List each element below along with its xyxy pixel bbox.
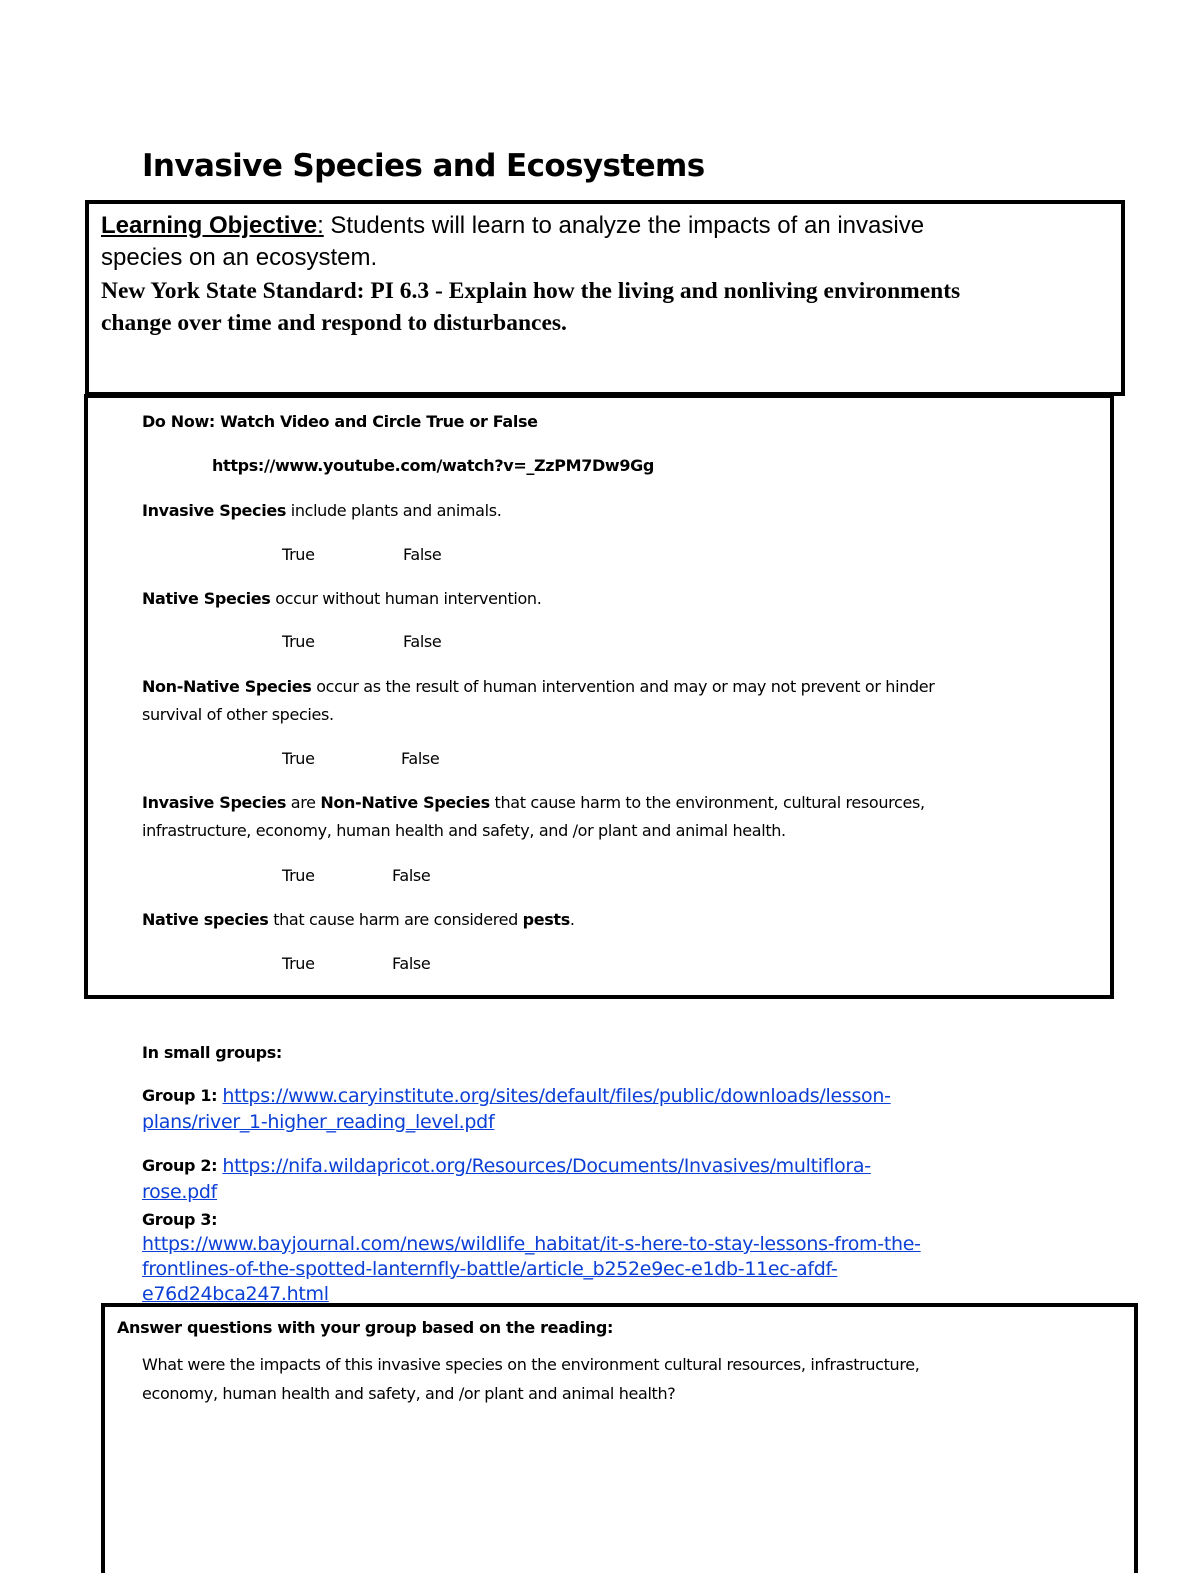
- answer-box[interactable]: [101, 1303, 1138, 1573]
- q5-true-option[interactable]: True: [282, 954, 315, 973]
- q1-true-option[interactable]: True: [282, 545, 315, 564]
- groups-heading: In small groups:: [142, 1043, 282, 1062]
- q4-true-option[interactable]: True: [282, 866, 315, 885]
- group-2-link[interactable]: https://nifa.wildapricot.org/Resources/Documents/Invasives/multiflora-: [222, 1155, 871, 1177]
- group-2-label: Group 2:: [142, 1156, 223, 1175]
- question-3-line-2: survival of other species.: [142, 705, 334, 724]
- group-1-link-line-2[interactable]: plans/river_1-higher_reading_level.pdf: [142, 1111, 495, 1133]
- objective-text-2: species on an ecosystem.: [101, 244, 378, 271]
- do-now-video-url[interactable]: https://www.youtube.com/watch?v=_ZzPM7Dw9Gg: [212, 456, 655, 475]
- q3-true-option[interactable]: True: [282, 749, 315, 768]
- answer-question-line-2: economy, human health and safety, and /or plant and animal health?: [142, 1384, 676, 1403]
- standard-line-1: New York State Standard: PI 6.3 - Explain how the living and nonliving environments: [101, 278, 961, 304]
- group-3-label: Group 3:: [142, 1210, 218, 1229]
- group-3-link-line-2[interactable]: frontlines-of-the-spotted-lanternfly-battle/article_b252e9ec-e1db-11ec-afdf-: [142, 1258, 838, 1280]
- group-3-link-line-3[interactable]: e76d24bca247.html: [142, 1283, 329, 1305]
- question-4-line-2: infrastructure, economy, human health and safety, and /or plant and animal health.: [142, 821, 786, 840]
- q2-true-option[interactable]: True: [282, 632, 315, 651]
- objective-text-1: Students will learn to analyze the impacts of an invasive: [323, 212, 925, 239]
- objective-line-1: [101, 212, 924, 240]
- answer-heading: Answer questions with your group based on the reading:: [117, 1318, 613, 1337]
- question-1: Invasive Species include plants and animals.: [142, 501, 502, 520]
- group-2-link-line-2[interactable]: rose.pdf: [142, 1181, 218, 1203]
- group-1-row: [142, 1085, 891, 1107]
- do-now-box: [84, 394, 1114, 999]
- question-5: Native species that cause harm are considered pests.: [142, 910, 575, 929]
- objective-label: Learning Objective: [101, 212, 318, 239]
- q5-false-option[interactable]: False: [392, 954, 431, 973]
- q1-false-option[interactable]: False: [403, 545, 442, 564]
- question-3: Non-Native Species occur as the result of human intervention and may or may not prevent or hinder: [142, 677, 935, 696]
- q3-false-option[interactable]: False: [401, 749, 440, 768]
- group-2-row: [142, 1155, 871, 1177]
- q4-false-option[interactable]: False: [392, 866, 431, 885]
- group-3-link[interactable]: https://www.bayjournal.com/news/wildlife_habitat/it-s-here-to-stay-lessons-from-the-: [142, 1233, 921, 1255]
- group-1-label: Group 1:: [142, 1086, 223, 1105]
- do-now-heading: Do Now: Watch Video and Circle True or False: [142, 412, 538, 431]
- q2-false-option[interactable]: False: [403, 632, 442, 651]
- group-1-link[interactable]: https://www.caryinstitute.org/sites/default/files/public/downloads/lesson-: [222, 1085, 891, 1107]
- objective-colon: :: [317, 212, 324, 239]
- question-2: Native Species occur without human intervention.: [142, 589, 542, 608]
- question-4: Invasive Species are Non-Native Species that cause harm to the environment, cultural resources,: [142, 793, 925, 812]
- standard-line-2: change over time and respond to disturbances.: [101, 310, 567, 336]
- page-title: Invasive Species and Ecosystems: [142, 148, 705, 184]
- answer-question-line-1: What were the impacts of this invasive species on the environment cultural resources, infrastructure,: [142, 1355, 920, 1374]
